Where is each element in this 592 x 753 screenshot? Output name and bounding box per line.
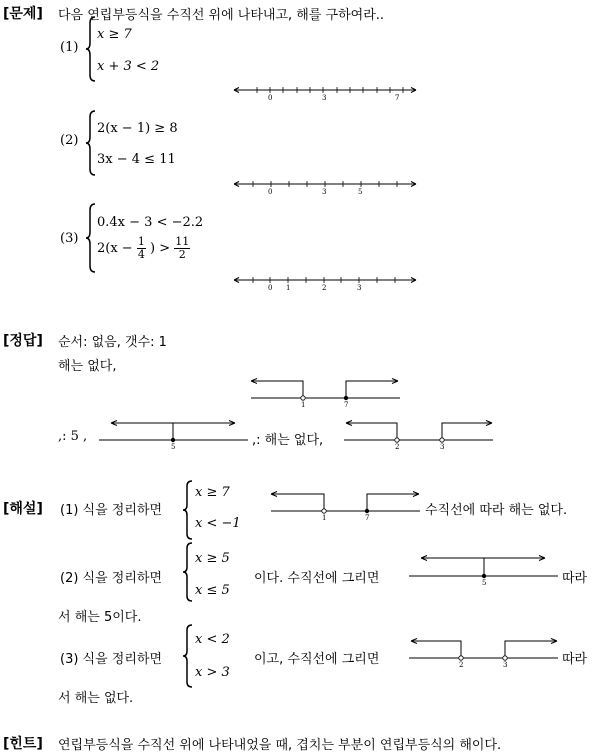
explanation-step3-text: (3) 식을 정리하면 [60,652,163,667]
problem-3-frac-numerator: 1 [137,235,145,248]
answer-number-line-2 [99,418,249,450]
problem-2-tick-label: 0 [268,188,273,196]
explanation-step2-brace [183,542,193,602]
problem-1-ineq2: x + 3 < 2 [97,59,160,74]
problem-2-brace [86,110,96,176]
answer-nl1-tick-label: 1 [301,401,306,409]
problem-3-fraction-quarter [137,236,146,261]
explanation-step2-mid: 이다. 수직선에 그리면 [254,571,380,586]
problem-3-frac-denominator: 4 [137,248,145,261]
explanation-step1-brace [183,480,193,540]
explanation-step2-text: (2) 식을 정리하면 [60,571,163,586]
explanation-step2-number-line [409,554,559,586]
explanation-step2-after: 따라 [562,571,588,586]
answer-number-line-3 [344,418,494,450]
explanation-step1-number-line [271,489,421,521]
problem-3-tick-label: 3 [357,284,362,292]
problem-1-number: (1) [60,40,79,55]
problem-2-number-line [233,178,417,194]
problem-1-ineq1: x ≥ 7 [97,27,132,42]
problem-3-fraction-rhs [174,236,190,261]
problem-3-rhs-denominator: 2 [178,248,186,261]
explanation-step3-number-line [409,636,559,668]
explanation-label: [해설] [3,501,43,517]
explanation-step3-ineq1: x < 2 [195,632,230,647]
problem-2-ineq1: 2(x − 1) ≥ 8 [97,121,178,136]
problem-3-tick-label: 1 [286,284,291,292]
explanation-step1-tick-label: 1 [322,514,327,522]
explanation-step3-brace [183,624,193,688]
answer-nl1-tick-label: 7 [344,401,349,409]
problem-3-ineq2-mid: ) > [149,241,171,256]
explanation-step2-continued: 서 해는 5이다. [58,610,142,625]
problem-3-brace [86,203,96,273]
problem-3-tick-label: 2 [322,284,327,292]
explanation-step1-tick-label: 7 [365,514,370,522]
answer-label: [정답] [3,333,43,349]
explanation-step1-after: 수직선에 따라 해는 없다. [425,503,568,518]
answer-nl2-tick-label: 5 [171,443,176,451]
problem-3-ineq2-left: 2(x − [97,241,133,256]
explanation-step2-tick-label: 5 [482,579,487,587]
explanation-step3-continued: 서 해는 없다. [58,691,134,706]
problem-1-number-line [233,84,417,100]
hint-text: 연립부등식을 수직선 위에 나타내었을 때, 겹치는 부분이 연립부등식의 해이다. [58,738,502,753]
explanation-step3-ineq2: x > 3 [195,665,230,680]
explanation-step1-text: (1) 식을 정리하면 [60,503,163,518]
hint-label: [힌트] [3,736,43,752]
problem-instruction: 다음 연립부등식을 수직선 위에 나타내고, 해를 구하여라.. [58,8,385,23]
problem-3-number-line [233,274,417,290]
problem-3-rhs-numerator: 11 [175,235,190,248]
problem-1-tick-label: 0 [268,94,273,102]
explanation-step3-after: 따라 [562,652,588,667]
problem-1-brace [86,16,96,82]
answer-line2: 해는 없다, [58,359,117,374]
problem-label: [문제] [3,6,43,22]
answer-nl3-tick-label: 3 [440,443,445,451]
answer-nl3-tick-label: 2 [395,443,400,451]
explanation-step2-ineq2: x ≤ 5 [195,583,230,598]
problem-1-tick-label: 3 [322,94,327,102]
problem-1-tick-label: 7 [395,94,400,102]
answer-row-a: ,: 5 , [58,429,88,444]
problem-3-number: (3) [60,231,79,246]
problem-3-ineq1: 0.4x − 3 < −2.2 [97,215,204,230]
problem-2-tick-label: 3 [322,188,327,196]
explanation-step3-tick-label: 2 [459,661,464,669]
explanation-step1-ineq1: x ≥ 7 [195,485,230,500]
problem-2-tick-label: 5 [358,188,363,196]
explanation-step3-mid: 이고, 수직선에 그리면 [254,652,380,667]
problem-3-tick-label: 0 [268,284,273,292]
answer-line1: 순서: 없음, 갯수: 1 [58,335,167,350]
explanation-step3-tick-label: 3 [503,661,508,669]
explanation-step2-ineq1: x ≥ 5 [195,551,230,566]
answer-row-b: ,: 해는 없다, [252,433,324,448]
problem-2-number: (2) [60,133,79,148]
problem-3-ineq2 [97,236,190,261]
problem-2-ineq2: 3x − 4 ≤ 11 [97,152,176,167]
explanation-step1-ineq2: x < −1 [195,516,241,531]
answer-number-line-1 [251,376,401,408]
